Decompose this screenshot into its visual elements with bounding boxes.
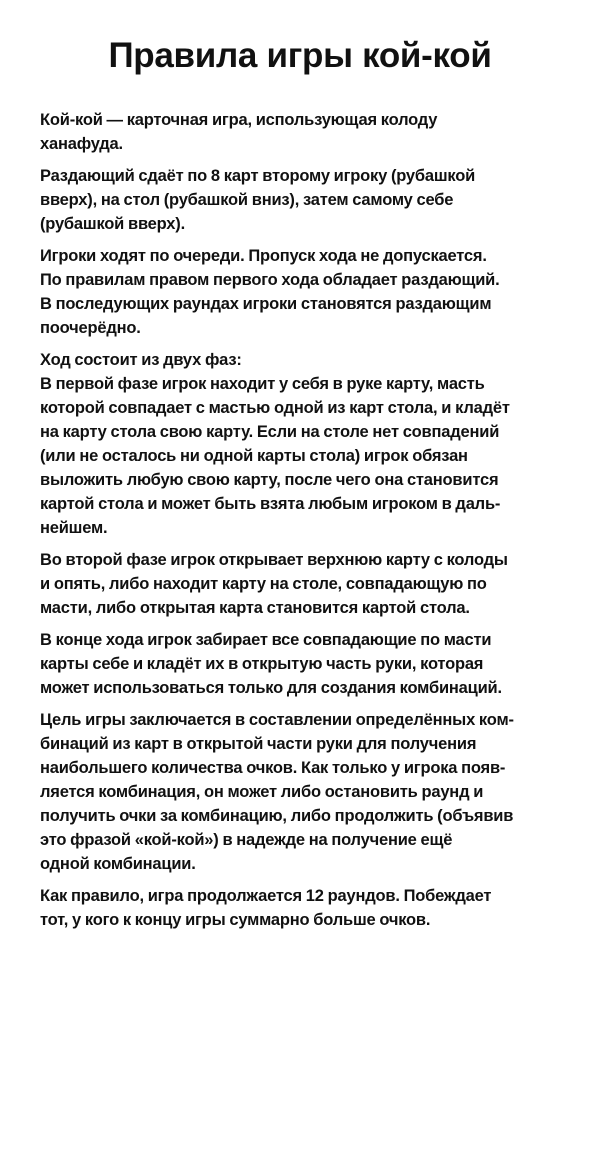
paragraph-phase-one: Ход состоит из двух фаз: В первой фазе игрок находит у себя в руке карту, масть которой совпадает с мастью одной из карт стола, и кладёт на карту стола свою карту. Если на столе нет совпадений (или не осталось ни одной карты стола) игрок обязан выложить любую свою карту, после чего она становится картой стола и может быть взята любым игроком в даль- нейшем. [40, 351, 510, 537]
paragraph-turn-order: Игроки ходят по очереди. Пропуск хода не допускается. По правилам правом первого хода обладает раздающий. В последующих раундах игроки становятся раздающим поочерёдно. [40, 247, 500, 337]
rules-body [40, 108, 562, 932]
paragraph-dealing: Раздающий сдаёт по 8 карт второму игроку (рубашкой вверх), на стол (рубашкой вниз), затем самому себе (рубашкой вверх). [40, 167, 476, 233]
paragraph-rounds: Как правило, игра продолжается 12 раундов. Побеждает тот, у кого к концу игры суммарно больше очков. [40, 887, 492, 929]
page-title: Правила игры кой-кой [108, 36, 492, 75]
paragraph-end-of-turn: В конце хода игрок забирает все совпадающие по масти карты себе и кладёт их в открытую часть руки, которая может использоваться только для создания комбинаций. [40, 631, 502, 697]
paragraph-goal: Цель игры заключается в составлении определённых ком- бинаций из карт в открытой части руки для получения наибольшего количества очков. Как только у игрока появ- ляется комбинация, он может либо остановить раунд и получить очки за комбинацию, либо продолжить (объявив это фразой «кой-кой») в надежде на получение ещё одной комбинации. [40, 711, 514, 873]
paragraph-intro: Кой-кой — карточная игра, использующая колоду ханафуда. [40, 111, 438, 153]
paragraph-phase-two: Во второй фазе игрок открывает верхнюю карту с колоды и опять, либо находит карту на столе, совпадающую по масти, либо открытая карта становится картой стола. [40, 551, 508, 617]
